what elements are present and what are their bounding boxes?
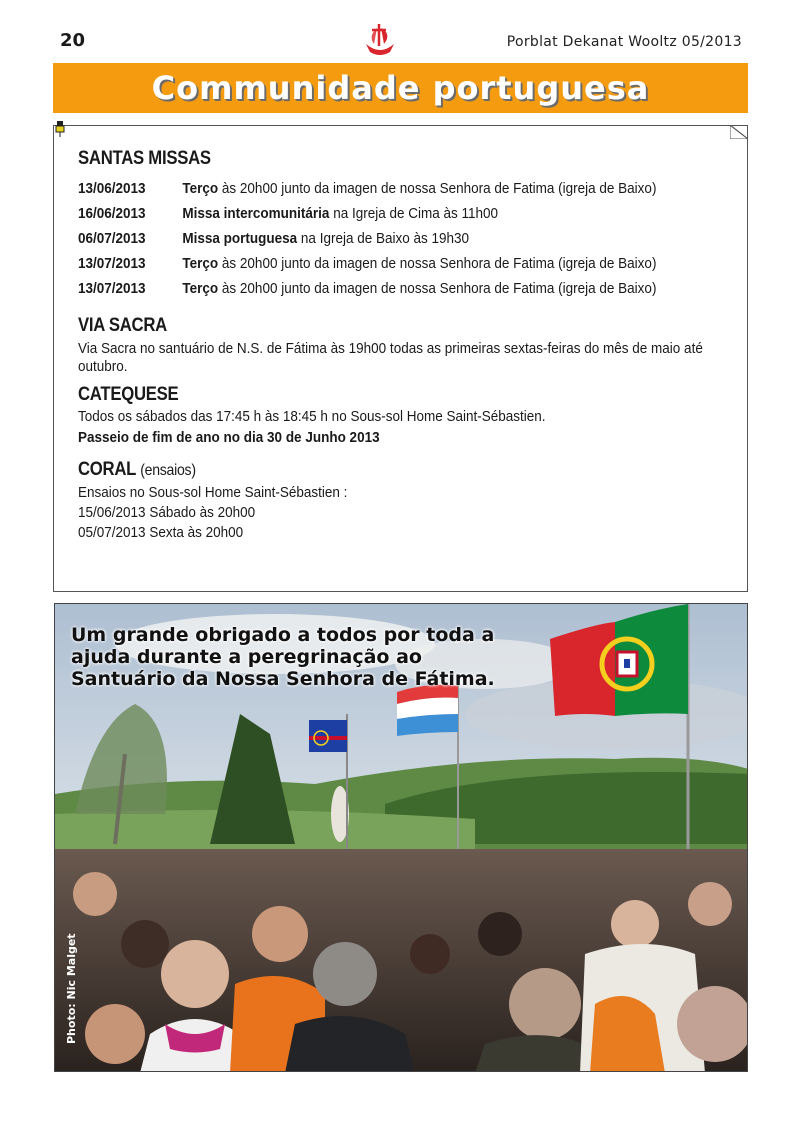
mass-date: 06/07/2013 bbox=[78, 230, 146, 247]
mass-detail: às 20h00 junto da imagen de nossa Senhora de Fatima (igreja de Baixo) bbox=[218, 255, 657, 272]
photo-caption: Um grande obrigado a todos por toda a ajuda durante a peregrinação ao Santuário da Nossa Senhora de Fátima. bbox=[71, 624, 495, 690]
via-sacra-heading: VIA SACRA bbox=[78, 315, 167, 336]
mass-detail: às 20h00 junto da imagen de nossa Senhora de Fatima (igreja de Baixo) bbox=[218, 280, 657, 297]
mass-entry bbox=[78, 201, 672, 226]
mass-date: 13/07/2013 bbox=[78, 255, 146, 272]
mass-title: Terço bbox=[182, 255, 219, 272]
page-corner-fold-icon bbox=[730, 125, 748, 139]
catequese-highlight: Passeio de fim de ano no dia 30 de Junho 2013 bbox=[78, 429, 380, 446]
coral-line: Ensaios no Sous-sol Home Saint-Sébastien : bbox=[78, 484, 348, 501]
mass-title: Terço bbox=[182, 280, 219, 297]
mass-date: 13/07/2013 bbox=[78, 280, 146, 297]
mass-entry bbox=[78, 276, 672, 301]
pilgrimage-photo bbox=[54, 603, 748, 1072]
catequese-heading: CATEQUESE bbox=[78, 384, 179, 405]
mass-title: Missa intercomunitária bbox=[182, 205, 330, 222]
mass-detail: às 20h00 junto da imagen de nossa Senhora de Fatima (igreja de Baixo) bbox=[218, 180, 657, 197]
title-band bbox=[53, 63, 748, 113]
mass-date: 13/06/2013 bbox=[78, 180, 146, 197]
church-boat-logo-icon bbox=[362, 20, 398, 58]
coral-line: 15/06/2013 Sábado às 20h00 bbox=[78, 504, 256, 521]
via-sacra-text: Via Sacra no santuário de N.S. de Fátima às 19h00 todas as primeiras sextas-feiras do mês de maio até outubro. bbox=[78, 340, 703, 375]
mass-title: Terço bbox=[182, 180, 219, 197]
mass-detail: na Igreja de Cima às 11h00 bbox=[329, 205, 499, 222]
mass-date: 16/06/2013 bbox=[78, 205, 146, 222]
mass-detail: na Igreja de Baixo às 19h30 bbox=[297, 230, 470, 247]
pushpin-icon bbox=[55, 121, 65, 137]
coral-heading-row bbox=[78, 459, 659, 481]
mass-entry bbox=[78, 251, 672, 276]
content-area bbox=[78, 148, 738, 542]
photo-credit: Photo: Nic Malget bbox=[65, 933, 78, 1044]
mass-entry bbox=[78, 176, 672, 201]
portugal-flag-icon bbox=[550, 622, 615, 716]
mass-title: Missa portuguesa bbox=[182, 230, 298, 247]
coral-heading: CORAL bbox=[78, 459, 136, 480]
person-face bbox=[161, 940, 229, 1008]
santas-missas-heading: SANTAS MISSAS bbox=[78, 148, 211, 169]
publication-title: Porblat Dekanat Wooltz 05/2013 bbox=[506, 34, 742, 50]
catequese-text: Todos os sábados das 17:45 h às 18:45 h no Sous-sol Home Saint-Sébastien. bbox=[78, 408, 546, 425]
mass-entry bbox=[78, 226, 672, 251]
page-number: 20 bbox=[60, 30, 86, 51]
coral-subheading: (ensaios) bbox=[140, 462, 196, 479]
page-title: Communidade portuguesa bbox=[151, 69, 650, 107]
coral-line: 05/07/2013 Sexta às 20h00 bbox=[78, 524, 244, 541]
